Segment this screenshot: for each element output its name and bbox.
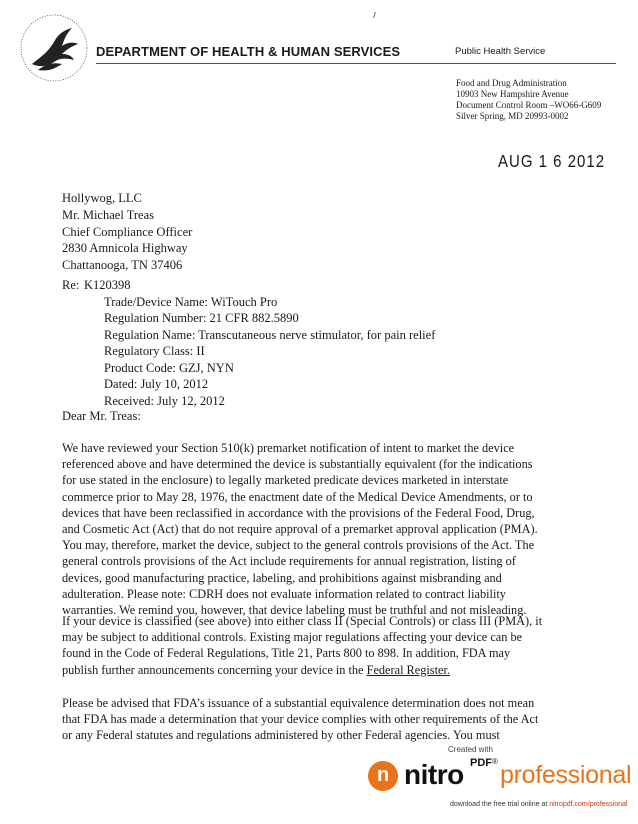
body-line: commerce prior to May 28, 1976, the enactment date of the Medical Device Amendments, or to: [62, 489, 533, 504]
body-line: general controls provisions of the Act include requirements for annual registration, listing of: [62, 554, 516, 569]
fda-address-line: Silver Spring, MD 20993-0002: [456, 111, 569, 121]
body-line: referenced above and have determined the device is substantially equivalent (for the indications: [62, 457, 533, 472]
body-line: [62, 662, 628, 678]
body-line: found in the Code of Federal Regulations, Title 21, Parts 800 to 898. In addition, FDA may: [62, 646, 511, 661]
recipient-line: Chief Compliance Officer: [62, 224, 193, 239]
body-paragraph-1: [62, 440, 628, 618]
recipient-line: 2830 Amnicola Highway: [62, 241, 188, 256]
nitro-brand: nitro: [404, 759, 464, 790]
body-line: for use stated in the enclosure) to legally marketed predicate devices marketed in interstate: [62, 473, 509, 488]
nitro-tagline: [450, 801, 627, 808]
reference-label: Re:: [62, 278, 80, 292]
watermark-created-with: Created with: [448, 745, 493, 754]
reference-line: Regulatory Class: II: [104, 344, 205, 358]
nitro-product: professional: [500, 761, 632, 789]
body-line: If your device is classified (see above) into either class II (Special Controls) or class III (PMA), it: [62, 614, 543, 628]
body-paragraph-3: [62, 695, 628, 744]
reference-line: Regulation Number: 21 CFR 882.5890: [104, 311, 299, 325]
body-paragraph-2: [62, 613, 628, 678]
body-line: that FDA has made a determination that your device complies with other requirements of the Act: [62, 712, 539, 727]
nitro-watermark: [368, 757, 630, 797]
reference-number: K120398: [84, 278, 131, 292]
fda-address-line: 10903 New Hampshire Avenue: [456, 89, 569, 99]
body-line: You may, therefore, market the device, subject to the general controls provisions of the Act. The: [62, 538, 535, 553]
body-line: and Cosmetic Act (Act) that do not require approval of a premarket approval application (PMA).: [62, 522, 538, 537]
recipient-line: Mr. Michael Treas: [62, 207, 155, 222]
reference-line: Regulation Name: Transcutaneous nerve stimulator, for pain relief: [104, 327, 436, 342]
recipient-line: Chattanooga, TN 37406: [62, 258, 183, 273]
service-name: Public Health Service: [455, 46, 546, 57]
reference-line: Dated: July 10, 2012: [104, 377, 209, 391]
body-line: devices, good manufacturing practice, labeling, and prohibitions against misbranding and: [62, 570, 502, 585]
letter-date-stamp: AUG 1 6 2012: [498, 152, 606, 172]
federal-register-link: Federal Register.: [366, 662, 450, 677]
fda-address-line: Food and Drug Administration: [456, 78, 567, 88]
body-line: Please be advised that FDA’s issuance of a substantial equivalence determination does not mean: [62, 696, 535, 710]
body-line: devices that have been reclassified in accordance with the provisions of the Federal Food, Drug,: [62, 505, 535, 520]
body-line: may be subject to additional controls. Existing major regulations affecting your device can be: [62, 630, 523, 645]
body-line: We have reviewed your Section 510(k) premarket notification of intent to market the device: [62, 441, 515, 455]
salutation: Dear Mr. Treas:: [62, 409, 141, 423]
reference-line: Received: July 12, 2012: [104, 393, 225, 408]
body-line: or any Federal statutes and regulations administered by other Federal agencies. You must: [62, 728, 500, 743]
reference-line: Product Code: GZJ, NYN: [104, 360, 234, 375]
letterhead-rule: [96, 63, 616, 64]
recipient-line: Hollywog, LLC: [62, 191, 142, 205]
nitro-tagline-text: download the free trial online at: [450, 801, 550, 808]
nitro-brand-sup: PDF: [470, 757, 492, 769]
nitro-logo-icon: n: [368, 761, 398, 791]
fda-address: [456, 78, 601, 122]
body-line: warranties. We remind you, however, that device labeling must be truthful and not misleading.: [62, 603, 527, 618]
nitro-tagline-link: nitropdf.com/professional: [549, 801, 628, 808]
nitro-registered: ®: [492, 757, 498, 766]
body-text: publish further announcements concerning your device in the: [62, 662, 367, 677]
fda-address-line: Document Control Room –WO66-G609: [456, 100, 602, 110]
body-line: adulteration. Please note: CDRH does not evaluate information related to contract liability: [62, 586, 506, 601]
scan-mark: [373, 12, 379, 18]
department-title: DEPARTMENT OF HEALTH & HUMAN SERVICES: [96, 44, 401, 59]
reference-line: Trade/Device Name: WiTouch Pro: [104, 294, 278, 309]
recipient-address: [62, 190, 192, 274]
hhs-seal-icon: [18, 12, 90, 84]
